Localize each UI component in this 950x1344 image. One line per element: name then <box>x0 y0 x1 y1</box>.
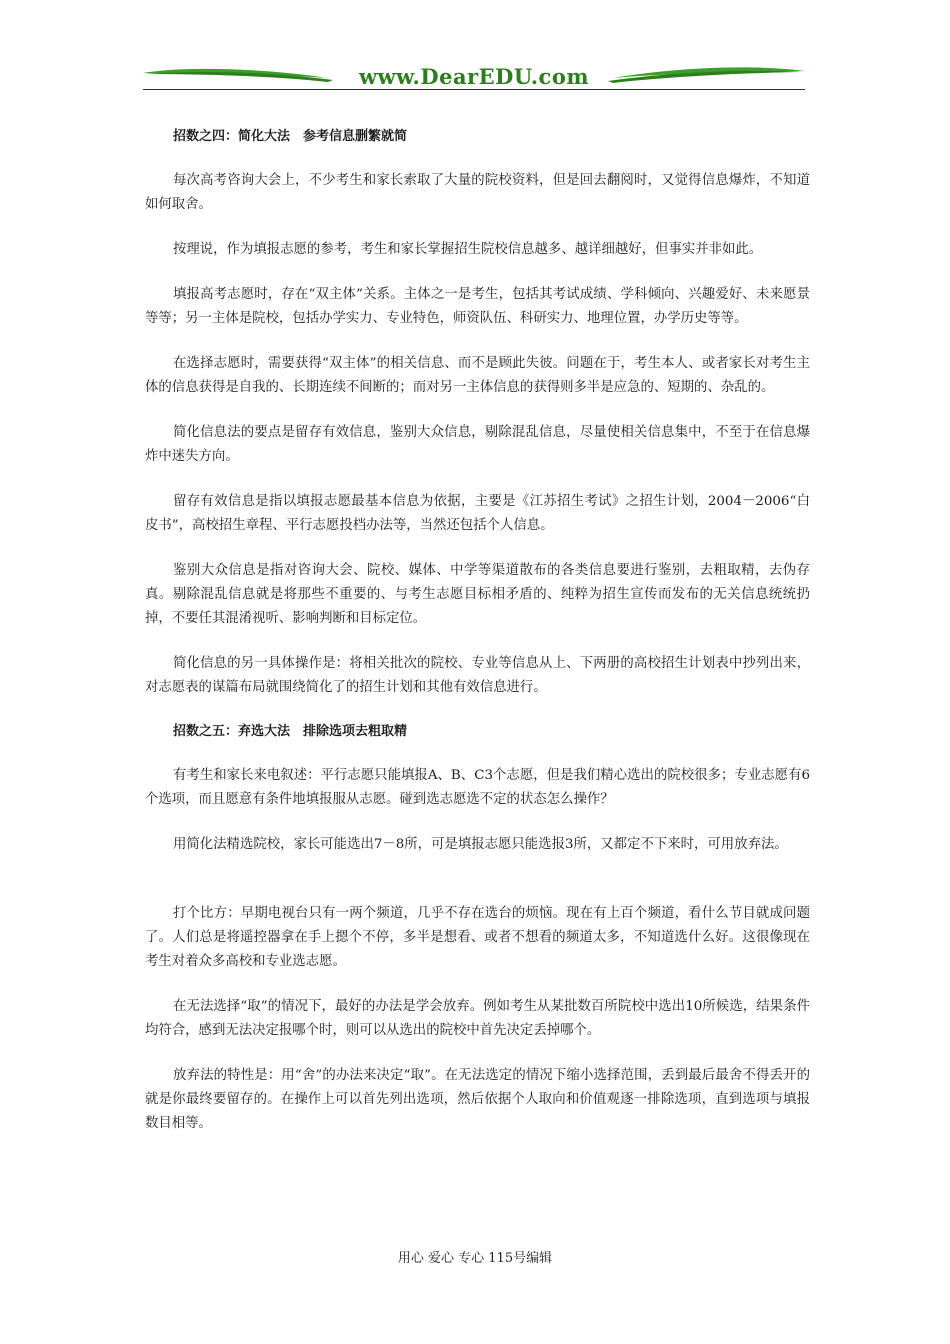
header-rule <box>143 89 805 90</box>
site-logo-text[interactable]: www.DearEDU.com <box>358 64 590 89</box>
paragraph: 留存有效信息是指以填报志愿最基本信息为依据，主要是《江苏招生考试》之招生计划，2004－2006“白皮书”，高校招生章程、平行志愿投档办法等，当然还包括个人信息。 <box>145 494 810 533</box>
paragraph: 有考生和家长来电叙述：平行志愿只能填报A、B、C3个志愿，但是我们精心选出的院校很多；专业志愿有6个选项，而且愿意有条件地填报服从志愿。碰到选志愿选不定的状态怎么操作？ <box>145 768 810 807</box>
paragraph: 按理说，作为填报志愿的参考，考生和家长掌握招生院校信息越多、越详细越好，但事实并非如此。 <box>173 242 763 257</box>
document-body <box>145 126 810 1157</box>
paragraph: 简化信息法的要点是留存有效信息，鉴别大众信息，剔除混乱信息，尽量使相关信息集中，不至于在信息爆炸中迷失方向。 <box>145 425 810 464</box>
paragraph: 简化信息的另一具体操作是：将相关批次的院校、专业等信息从上、下两册的高校招生计划表中抄列出来，对志愿表的谋篇布局就围绕简化了的招生计划和其他有效信息进行。 <box>145 656 810 695</box>
page-header <box>143 62 805 92</box>
paragraph: 在选择志愿时，需要获得“双主体”的相关信息、而不是顾此失彼。问题在于，考生本人、或者家长对考生主体的信息获得是自我的、长期连续不间断的；而对另一主体信息的获得则多半是应急的、短期的、杂乱的。 <box>145 356 810 395</box>
paragraph: 每次高考咨询大会上，不少考生和家长索取了大量的院校资料，但是回去翻阅时，又觉得信息爆炸，不知道如何取舍。 <box>145 173 810 212</box>
section5-heading: 招数之五：弃选大法 排除选项去粗取精 <box>173 724 408 739</box>
paragraph: 打个比方：早期电视台只有一两个频道，几乎不存在选台的烦恼。现在有上百个频道，看什么节目就成问题了。人们总是将遥控器拿在手上摁个不停，多半是想看、或者不想看的频道太多，不知道选什么好。这很像现在考生对着众多高校和专业选志愿。 <box>145 906 810 969</box>
paragraph: 用简化法精选院校，家长可能选出7－8所，可是填报志愿只能选报3所，又都定不下来时，可用放弃法。 <box>173 837 788 852</box>
paragraph: 在无法选择“取”的情况下，最好的办法是学会放弃。例如考生从某批数百所院校中选出10所候选，结果条件均符合，感到无法决定报哪个时，则可以从选出的院校中首先决定丢掉哪个。 <box>145 999 810 1038</box>
paragraph: 填报高考志愿时，存在“双主体”关系。主体之一是考生，包括其考试成绩、学科倾向、兴趣爱好、未来愿景等等；另一主体是院校，包括办学实力、专业特色，师资队伍、科研实力、地理位置，办学历史等等。 <box>145 287 810 326</box>
paragraph: 放弃法的特性是：用“舍”的办法来决定“取”。在无法选定的情况下缩小选择范围，丢到最后最舍不得丢开的就是你最终要留存的。在操作上可以首先列出选项，然后依据个人取向和价值观逐一排除选项，直到选项与填报数目相等。 <box>145 1068 810 1131</box>
paragraph: 鉴别大众信息是指对咨询大会、院校、媒体、中学等渠道散布的各类信息要进行鉴别，去粗取精，去伪存真。剔除混乱信息就是将那些不重要的、与考生志愿目标相矛盾的、纯粹为招生宣传而发布的无关信息统统扔掉，不要任其混淆视听、影响判断和目标定位。 <box>145 563 810 626</box>
section4-heading: 招数之四：简化大法 参考信息删繁就简 <box>173 129 408 144</box>
page-footer: 用心 爱心 专心 115号编辑 <box>397 1251 553 1266</box>
